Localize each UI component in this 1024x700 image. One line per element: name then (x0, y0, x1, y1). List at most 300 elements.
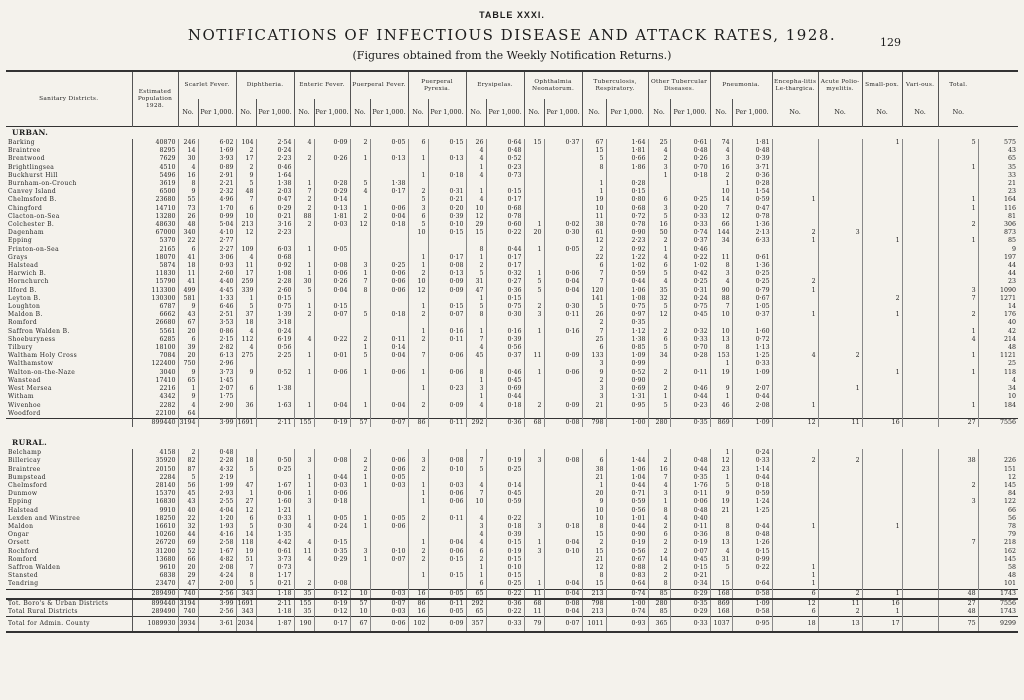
value-cell (938, 262, 978, 270)
value-cell (818, 482, 862, 490)
value-cell (772, 556, 818, 564)
value-cell: 0·15 (428, 572, 466, 580)
value-cell: 2 (178, 449, 198, 457)
value-cell: 81 (978, 213, 1018, 221)
value-cell: 0·09 (544, 352, 582, 360)
value-cell (524, 507, 544, 515)
value-cell: 67 (178, 319, 198, 327)
table-row (6, 507, 1018, 515)
value-cell: 27 (938, 418, 978, 427)
value-cell: 11 (178, 270, 198, 278)
value-cell: 9 (710, 385, 732, 393)
value-cell: 20 (524, 229, 544, 237)
district-name: Lexden and Winstree (8, 514, 81, 522)
value-cell: 3 (294, 498, 314, 506)
summary-row (6, 608, 1018, 617)
population-cell: 8295 (132, 147, 178, 155)
value-cell: 11 (294, 548, 314, 556)
value-cell (524, 385, 544, 393)
value-cell (862, 539, 902, 547)
value-cell: 1 (862, 237, 902, 245)
value-cell: 0·28 (670, 352, 710, 360)
value-cell: 1 (350, 270, 370, 278)
value-cell (294, 507, 314, 515)
value-cell: 0·29 (314, 556, 350, 564)
value-cell (370, 385, 408, 393)
summary-row (6, 617, 1018, 633)
value-cell: 4 (710, 147, 732, 155)
value-cell: 0·06 (370, 287, 408, 295)
value-cell: 6·33 (732, 237, 772, 245)
value-cell: 4 (294, 139, 314, 147)
value-cell: 1 (236, 490, 256, 498)
value-cell: 85 (648, 589, 670, 599)
value-cell (544, 556, 582, 564)
value-cell: 0·73 (256, 564, 294, 572)
value-cell: 6 (582, 262, 606, 270)
table-row (6, 155, 1018, 163)
value-cell: 8 (648, 580, 670, 589)
value-cell: 2 (582, 246, 606, 254)
header-no: No. (524, 99, 544, 127)
district-name: Romford (8, 555, 38, 563)
population-cell: 3040 (132, 369, 178, 377)
value-cell (524, 572, 544, 580)
value-cell: 3·99 (198, 599, 236, 608)
value-cell: 0·70 (670, 344, 710, 352)
value-cell: 65 (466, 608, 486, 617)
value-cell: 0·32 (486, 270, 524, 278)
value-cell (818, 188, 862, 196)
value-cell (544, 490, 582, 498)
value-cell (862, 172, 902, 180)
value-cell (370, 328, 408, 336)
value-cell: 0·59 (606, 270, 648, 278)
value-cell (818, 319, 862, 327)
value-cell (294, 410, 314, 419)
value-cell: 1·14 (732, 466, 772, 474)
value-cell: 66 (978, 507, 1018, 515)
value-cell (370, 410, 408, 419)
value-cell: 0·89 (198, 164, 236, 172)
value-cell: 1·45 (198, 377, 236, 385)
value-cell (544, 172, 582, 180)
value-cell: 0·35 (314, 548, 350, 556)
value-cell: 0·09 (428, 617, 466, 633)
value-cell: 0·05 (428, 608, 466, 617)
value-cell (902, 344, 938, 352)
value-cell: 0·47 (256, 196, 294, 204)
value-cell (938, 564, 978, 572)
value-cell: 1·08 (256, 270, 294, 278)
value-cell: 0·06 (428, 352, 466, 360)
value-cell: 118 (236, 539, 256, 547)
value-cell: 0·71 (606, 490, 648, 498)
value-cell: 0·15 (314, 539, 350, 547)
population-cell: 113300 (132, 287, 178, 295)
value-cell: 1·00 (606, 599, 648, 608)
value-cell: 213 (236, 221, 256, 229)
value-cell (938, 188, 978, 196)
table-row (6, 287, 1018, 295)
value-cell: 0·19 (670, 539, 710, 547)
value-cell (408, 393, 428, 401)
population-cell: 35920 (132, 457, 178, 465)
population-cell: 9910 (132, 507, 178, 515)
value-cell (466, 237, 486, 245)
value-cell: 1 (408, 155, 428, 163)
value-cell (544, 164, 582, 172)
header-per-1000: Per 1,000. (670, 99, 710, 127)
value-cell: 11 (524, 589, 544, 599)
value-cell (902, 164, 938, 172)
value-cell: 1 (938, 352, 978, 360)
value-cell: 0·05 (370, 474, 408, 482)
value-cell (236, 410, 256, 419)
value-cell: 0·21 (670, 572, 710, 580)
population-cell: 1089930 (132, 617, 178, 633)
table-row (6, 515, 1018, 523)
value-cell (524, 295, 544, 303)
value-cell (350, 490, 370, 498)
value-cell (862, 482, 902, 490)
value-cell (314, 172, 350, 180)
value-cell: 2 (582, 377, 606, 385)
value-cell: 0·78 (486, 213, 524, 221)
value-cell: 0·45 (486, 377, 524, 385)
value-cell (772, 246, 818, 254)
value-cell (902, 295, 938, 303)
value-cell (370, 490, 408, 498)
value-cell (582, 172, 606, 180)
value-cell: 0·22 (486, 515, 524, 523)
value-cell: 7 (710, 303, 732, 311)
value-cell: 141 (582, 295, 606, 303)
value-cell: 4 (178, 402, 198, 410)
value-cell (544, 196, 582, 204)
value-cell: 0·01 (314, 352, 350, 360)
district-name (6, 418, 132, 427)
value-cell: 1 (648, 172, 670, 180)
header-per-1000: Per 1,000. (486, 99, 524, 127)
value-cell: 12 (648, 311, 670, 319)
value-cell: 13 (710, 539, 732, 547)
value-cell (370, 319, 408, 327)
value-cell: 8 (466, 311, 486, 319)
value-cell: 0·04 (544, 608, 582, 617)
value-cell: 67 (350, 617, 370, 633)
value-cell: 48 (236, 188, 256, 196)
district-name: Saffron Walden B. (8, 327, 70, 335)
value-cell: 0·32 (670, 328, 710, 336)
value-cell (544, 482, 582, 490)
value-cell: 2 (236, 164, 256, 172)
value-cell (818, 548, 862, 556)
value-cell: 0·50 (256, 457, 294, 465)
value-cell: 4 (294, 556, 314, 564)
value-cell: 1 (294, 515, 314, 523)
value-cell (544, 564, 582, 572)
value-cell (544, 498, 582, 506)
population-cell: 28140 (132, 482, 178, 490)
value-cell (408, 360, 428, 368)
value-cell (772, 490, 818, 498)
value-cell: 1 (710, 360, 732, 368)
population-cell: 122400 (132, 360, 178, 368)
value-cell: 26 (466, 139, 486, 147)
value-cell: 0·45 (670, 311, 710, 319)
value-cell (862, 229, 902, 237)
value-cell (350, 254, 370, 262)
table-label: TABLE XXXI. (479, 10, 545, 20)
value-cell: 340 (178, 229, 198, 237)
value-cell (818, 410, 862, 419)
value-cell: 0·52 (486, 155, 524, 163)
value-cell: 0·59 (606, 498, 648, 506)
value-cell (818, 155, 862, 163)
value-cell: 90 (710, 287, 732, 295)
value-cell: 0·61 (256, 548, 294, 556)
value-cell: 16 (862, 599, 902, 608)
value-cell: 0·75 (606, 303, 648, 311)
value-cell (938, 507, 978, 515)
value-cell (294, 393, 314, 401)
value-cell: 85 (978, 237, 1018, 245)
value-cell: 0·11 (428, 599, 466, 608)
value-cell (428, 449, 466, 457)
value-cell: 1·01 (606, 515, 648, 523)
value-cell: 86 (408, 599, 428, 608)
value-cell: 41 (178, 254, 198, 262)
table-row (6, 221, 1018, 229)
value-cell: 26 (582, 311, 606, 319)
value-cell: 0·19 (314, 599, 350, 608)
value-cell: 0·02 (544, 221, 582, 229)
value-cell (902, 466, 938, 474)
population-cell: 289490 (132, 589, 178, 599)
value-cell: 1 (772, 402, 818, 410)
value-cell (408, 474, 428, 482)
value-cell: 1·05 (732, 303, 772, 311)
value-cell (314, 229, 350, 237)
value-cell: 499 (178, 287, 198, 295)
value-cell: 4·96 (198, 196, 236, 204)
value-cell: 1 (408, 303, 428, 311)
table-row (6, 539, 1018, 547)
value-cell (978, 410, 1018, 419)
value-cell (524, 377, 544, 385)
value-cell: 0·08 (428, 262, 466, 270)
value-cell (350, 507, 370, 515)
value-cell: 0·18 (670, 172, 710, 180)
value-cell (772, 369, 818, 377)
value-cell: 8 (466, 246, 486, 254)
value-cell: 151 (978, 466, 1018, 474)
value-cell (902, 474, 938, 482)
value-cell (938, 466, 978, 474)
population-cell: 13280 (132, 213, 178, 221)
value-cell (902, 196, 938, 204)
value-cell: 0·29 (670, 608, 710, 617)
table-row (6, 344, 1018, 352)
table-row (6, 270, 1018, 278)
value-cell: 1·06 (606, 466, 648, 474)
value-cell (350, 328, 370, 336)
value-cell: 1·25 (732, 352, 772, 360)
value-cell: 0·18 (370, 221, 408, 229)
value-cell (486, 507, 524, 515)
value-cell: 1 (648, 498, 670, 506)
district-name: Walton-on-the-Naze (8, 368, 76, 376)
value-cell: 8 (236, 572, 256, 580)
value-cell: 0·22 (486, 229, 524, 237)
value-cell: 0·16 (486, 328, 524, 336)
value-cell: 1 (862, 523, 902, 531)
value-cell (902, 539, 938, 547)
value-cell: 11 (524, 352, 544, 360)
value-cell: 2·28 (256, 278, 294, 286)
value-cell (236, 360, 256, 368)
value-cell: 0·19 (314, 418, 350, 427)
district-name: Romford (8, 319, 38, 327)
value-cell: 343 (236, 589, 256, 599)
value-cell: 184 (978, 402, 1018, 410)
value-cell: 2 (648, 564, 670, 572)
value-cell: 4 (938, 336, 978, 344)
value-cell (862, 213, 902, 221)
value-cell: 3 (408, 457, 428, 465)
value-cell (710, 410, 732, 419)
value-cell: 34 (978, 385, 1018, 393)
value-cell: 0·36 (486, 418, 524, 427)
table-row (6, 246, 1018, 254)
page-number: 129 (880, 36, 901, 49)
value-cell: 1 (938, 205, 978, 213)
value-cell: 0·74 (606, 608, 648, 617)
value-cell: 0·25 (670, 278, 710, 286)
value-cell (938, 580, 978, 589)
value-cell: 0·30 (256, 523, 294, 531)
value-cell (256, 474, 294, 482)
value-cell: 0·07 (370, 599, 408, 608)
value-cell: 4·24 (198, 572, 236, 580)
value-cell (370, 147, 408, 155)
value-cell (862, 188, 902, 196)
value-cell (818, 539, 862, 547)
value-cell (862, 572, 902, 580)
value-cell (428, 531, 466, 539)
table-row (6, 172, 1018, 180)
value-cell: 10 (582, 507, 606, 515)
value-cell: 0·11 (670, 523, 710, 531)
value-cell: 0·22 (486, 589, 524, 599)
table-row (6, 572, 1018, 580)
value-cell (938, 229, 978, 237)
value-cell: 3 (524, 311, 544, 319)
value-cell: 0·15 (428, 556, 466, 564)
value-cell: 57 (350, 599, 370, 608)
value-cell: 5 (648, 213, 670, 221)
value-cell: 4 (978, 377, 1018, 385)
value-cell: 0·08 (428, 457, 466, 465)
value-cell (862, 556, 902, 564)
value-cell (314, 360, 350, 368)
value-cell: 0·70 (670, 164, 710, 172)
value-cell: 0·06 (544, 369, 582, 377)
value-cell (862, 319, 902, 327)
value-cell: 3 (710, 270, 732, 278)
value-cell: 12 (772, 418, 818, 427)
value-cell: 9 (236, 369, 256, 377)
value-cell (902, 393, 938, 401)
value-cell: 0·17 (428, 254, 466, 262)
value-cell: 0·17 (486, 196, 524, 204)
table-row (6, 474, 1018, 482)
value-cell (428, 393, 466, 401)
value-cell: 1 (466, 377, 486, 385)
value-cell: 0·37 (670, 237, 710, 245)
value-cell: 0·36 (486, 599, 524, 608)
value-cell: 0·10 (544, 548, 582, 556)
value-cell (732, 572, 772, 580)
value-cell (544, 188, 582, 196)
value-cell: 873 (978, 229, 1018, 237)
value-cell: 1·69 (198, 147, 236, 155)
value-cell: 11 (818, 418, 862, 427)
value-cell: 73 (178, 205, 198, 213)
value-cell: 10 (710, 311, 732, 319)
value-cell (818, 360, 862, 368)
value-cell (862, 262, 902, 270)
value-cell: 0·23 (670, 402, 710, 410)
table-row (6, 385, 1018, 393)
value-cell (314, 531, 350, 539)
value-cell (732, 410, 772, 419)
value-cell: 0·35 (670, 418, 710, 427)
value-cell: 31 (466, 278, 486, 286)
value-cell (862, 360, 902, 368)
header-no: No. (772, 99, 818, 127)
value-cell (670, 180, 710, 188)
value-cell: 5 (466, 270, 486, 278)
value-cell: 1·44 (606, 457, 648, 465)
value-cell: 1037 (710, 617, 732, 633)
value-cell (408, 344, 428, 352)
value-cell (818, 262, 862, 270)
value-cell: 0·25 (732, 270, 772, 278)
value-cell: 9 (178, 393, 198, 401)
population-cell: 17410 (132, 377, 178, 385)
value-cell: 0·30 (544, 303, 582, 311)
value-cell: 2 (294, 311, 314, 319)
value-cell: 1·63 (256, 402, 294, 410)
value-cell: 5 (350, 352, 370, 360)
value-cell: 2·55 (198, 498, 236, 506)
value-cell (902, 311, 938, 319)
value-cell: 0·95 (606, 402, 648, 410)
value-cell: 0·24 (256, 328, 294, 336)
value-cell (772, 295, 818, 303)
value-cell: 18 (178, 262, 198, 270)
value-cell (772, 515, 818, 523)
value-cell: 168 (710, 608, 732, 617)
value-cell: 11 (818, 599, 862, 608)
value-cell (938, 147, 978, 155)
value-cell (938, 572, 978, 580)
value-cell: 0·17 (486, 254, 524, 262)
value-cell: 16 (648, 221, 670, 229)
district-name: Total Rural Districts (8, 607, 78, 615)
